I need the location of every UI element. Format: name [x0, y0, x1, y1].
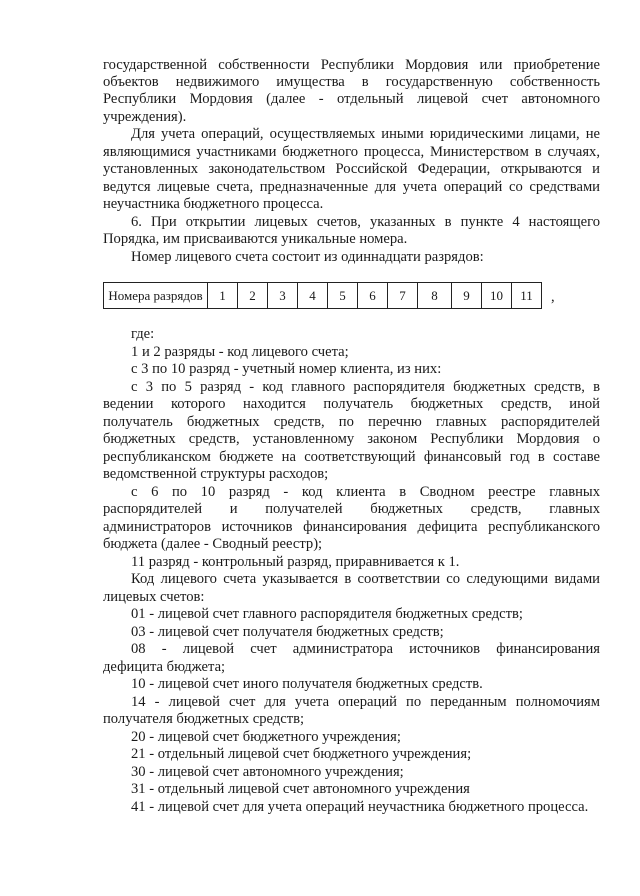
text-line: 14 - лицевой счет для учета операций по переданным полномочиям [131, 694, 600, 710]
text-line: 03 - лицевой счет получателя бюджетных средств; [131, 624, 444, 640]
table-trailing-comma: , [551, 289, 555, 305]
text-line: с 6 по 10 разряд - код клиента в Сводном реестре главных [131, 484, 600, 500]
text-line: 30 - лицевой счет автономного учреждения; [131, 764, 404, 780]
digit-cell: 7 [388, 283, 418, 309]
text-line: 41 - лицевой счет для учета операций неучастника бюджетного процесса. [131, 799, 589, 815]
digit-cell: 5 [328, 283, 358, 309]
text-line: администраторов источников финансирования дефицита республиканского [103, 519, 600, 535]
text-line: получатель бюджетных средств, по перечню главных распорядителей [103, 414, 600, 430]
digit-cell: 3 [268, 283, 298, 309]
text-line: 6. При открытии лицевых счетов, указанных в пункте 4 настоящего [131, 214, 600, 230]
text-line: 21 - отдельный лицевой счет бюджетного учреждения; [131, 746, 472, 762]
text-line: бюджета (далее - Сводный реестр); [103, 536, 323, 552]
text-line: где: [131, 326, 155, 342]
digit-cell: 9 [452, 283, 482, 309]
text-line: Для учета операций, осуществляемых иными юридическими лицами, не [131, 126, 600, 142]
text-line: учреждения). [103, 109, 187, 125]
text-line: с 3 по 10 разряд - учетный номер клиента, из них: [131, 361, 442, 377]
text-line: республиканском бюджете на соответствующий финансовый год в составе [103, 449, 600, 465]
text-line: 10 - лицевой счет иного получателя бюджетных средств. [131, 676, 483, 692]
digit-cell: 4 [298, 283, 328, 309]
text-line: ведении которого находится получатель бюджетных средств, иной [103, 396, 600, 412]
digit-cell: 10 [482, 283, 512, 309]
text-line: 20 - лицевой счет бюджетного учреждения; [131, 729, 401, 745]
text-line: Номер лицевого счета состоит из одиннадцати разрядов: [131, 249, 484, 265]
text-line: ведомственной структуры расходов; [103, 466, 329, 482]
text-line: являющимися участниками бюджетного процесса, Министерством в случаях, [103, 144, 600, 160]
text-line: Код лицевого счета указывается в соответствии со следующими видами [131, 571, 600, 587]
text-line: неучастника бюджетного процесса. [103, 196, 324, 212]
digit-cell: 2 [238, 283, 268, 309]
text-line: дефицита бюджета; [103, 659, 226, 675]
text-line: получателя бюджетных средств; [103, 711, 305, 727]
text-line: Республики Мордовия (далее - отдельный лицевой счет автономного [103, 91, 600, 107]
text-line: Порядка, им присваиваются уникальные номера. [103, 231, 408, 247]
text-line: 01 - лицевой счет главного распорядителя бюджетных средств; [131, 606, 523, 622]
text-line: 08 - лицевой счет администратора источников финансирования [131, 641, 600, 657]
text-line: с 3 по 5 разряд - код главного распорядителя бюджетных средств, в [131, 379, 600, 395]
digit-cell: 6 [358, 283, 388, 309]
text-line: 11 разряд - контрольный разряд, приравнивается к 1. [131, 554, 460, 570]
account-digits-table [103, 282, 542, 309]
table-header-cell: Номера разрядов [104, 283, 208, 309]
text-line: лицевых счетов: [103, 589, 205, 605]
text-line: установленных законодательством Российской Федерации, открываются и [103, 161, 600, 177]
text-line: 31 - отдельный лицевой счет автономного учреждения [131, 781, 470, 797]
text-line: ведутся лицевые счета, предназначенные для учета операций со средствами [103, 179, 600, 195]
digit-cell: 8 [418, 283, 452, 309]
digit-cell: 11 [512, 283, 542, 309]
text-line: государственной собственности Республики Мордовия или приобретение [103, 57, 600, 73]
text-line: объектов недвижимого имущества в государственную собственность [103, 74, 600, 90]
text-line: 1 и 2 разряды - код лицевого счета; [131, 344, 349, 360]
text-line: распорядителей и получателей бюджетных средств, главных [103, 501, 600, 517]
digit-cell: 1 [208, 283, 238, 309]
text-line: бюджетных средств, установленному законом Республики Мордовия о [103, 431, 600, 447]
